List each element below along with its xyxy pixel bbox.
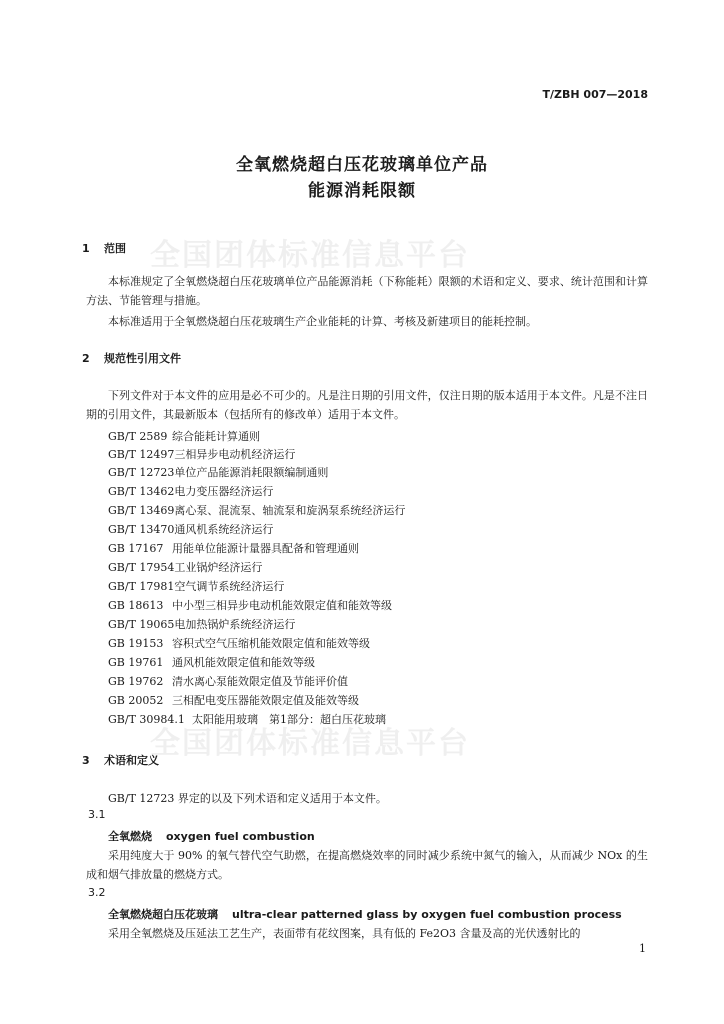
reference-code: GB/T 17954 [108,561,175,574]
reference-title: 三相配电变压器能效限定值及能效等级 [172,694,359,707]
reference-code: GB 17167 [108,542,164,555]
reference-title: 太阳能用玻璃 第1部分：超白压花玻璃 [192,713,386,726]
reference-item [108,446,295,462]
reference-item [108,464,328,480]
reference-code: GB 19153 [108,637,164,650]
reference-code: GB 18613 [108,599,164,612]
term-cn: 全氧燃烧超白压花玻璃 [108,908,218,921]
section-title: 术语和定义 [104,754,159,767]
reference-item [108,559,262,575]
reference-item [108,692,359,708]
term-cn: 全氧燃烧 [108,830,152,843]
reference-code: GB 20052 [108,694,164,707]
section-2-heading [82,350,181,366]
document-number: T/ZBH 007—2018 [542,88,648,101]
reference-code: GB/T 13462 [108,485,175,498]
reference-code: GB/T 12723 [108,466,175,479]
term-definition: 采用全氧燃烧及压延法工艺生产，表面带有花纹图案，具有低的 Fe2O3 含量及高的光伏透射比的 [108,927,581,940]
reference-title: 电加热锅炉系统经济运行 [174,618,296,631]
section-title: 规范性引用文件 [104,352,181,365]
reference-item [108,711,386,727]
reference-code: GB/T 13469 [108,504,175,517]
watermark-bottom: 全国团体标准信息平台 [150,726,470,761]
reference-title: 空气调节系统经济运行 [174,580,285,593]
section-title: 范围 [104,242,126,255]
section-3-intro: GB/T 12723 界定的以及下列术语和定义适用于本文件。 [108,792,387,805]
reference-item [108,483,273,499]
term-number: 3.2 [88,886,106,899]
reference-item [108,428,260,444]
title-line-1: 全氧燃烧超白压花玻璃单位产品 [236,155,488,175]
reference-code: GB 19761 [108,656,164,669]
reference-item [108,578,284,594]
reference-title: 三相异步电动机经济运行 [174,448,296,461]
section-number: 2 [82,352,90,365]
section-number: 3 [82,754,90,767]
section-3-heading [82,752,159,768]
reference-item [108,597,392,613]
section-1-para-1: 本标准规定了全氧燃烧超白压花玻璃单位产品能源消耗（下称能耗）限额的术语和定义、要求、统计范围和计算方法、节能管理与措施。 [86,275,648,307]
section-1-heading [82,240,126,256]
reference-title: 通风机能效限定值和能效等级 [172,656,315,669]
reference-title: 用能单位能源计量器具配备和管理通则 [172,542,359,555]
reference-title: 综合能耗计算通则 [172,430,260,443]
reference-code: GB/T 30984.1 [108,713,185,726]
reference-title: 单位产品能源消耗限额编制通则 [174,466,329,479]
section-1-para-2: 本标准适用于全氧燃烧超白压花玻璃生产企业能耗的计算、考核及新建项目的能耗控制。 [108,315,537,328]
reference-title: 中小型三相异步电动机能效限定值和能效等级 [172,599,392,612]
reference-item [108,540,359,556]
reference-title: 离心泵、混流泵、轴流泵和旋涡泵系统经济运行 [174,504,406,517]
reference-code: GB/T 12497 [108,448,175,461]
section-number: 1 [82,242,90,255]
reference-code: GB/T 13470 [108,523,175,536]
reference-item [108,502,405,518]
watermark-top: 全国团体标准信息平台 [150,238,470,273]
term-number: 3.1 [88,808,106,821]
reference-title: 电力变压器经济运行 [174,485,274,498]
term-en: ultra-clear patterned glass by oxygen fuel combustion process [232,908,622,921]
term-en: oxygen fuel combustion [166,830,315,843]
term-heading [108,828,315,844]
term-definition: 采用纯度大于 90% 的氧气替代空气助燃，在提高燃烧效率的同时减少系统中氮气的输入，从而减少 NOx 的生成和烟气排放量的燃烧方式。 [86,849,648,881]
reference-item [108,635,370,651]
reference-item [108,673,348,689]
reference-code: GB 19762 [108,675,164,688]
section-2-intro: 下列文件对于本文件的应用是必不可少的。凡是注日期的引用文件，仅注日期的版本适用于本文件。凡是不注日期的引用文件，其最新版本（包括所有的修改单）适用于本文件。 [86,389,648,421]
page-number: 1 [639,942,646,955]
reference-title: 清水离心泵能效限定值及节能评价值 [172,675,348,688]
reference-code: GB/T 19065 [108,618,175,631]
reference-item [108,521,273,537]
term-heading [108,906,622,922]
reference-title: 工业锅炉经济运行 [174,561,263,574]
reference-code: GB/T 2589 [108,430,168,443]
title-line-2: 能源消耗限额 [308,181,416,201]
reference-code: GB/T 17981 [108,580,175,593]
reference-title: 通风机系统经济运行 [174,523,274,536]
reference-item [108,616,295,632]
reference-item [108,654,315,670]
reference-title: 容积式空气压缩机能效限定值和能效等级 [172,637,370,650]
